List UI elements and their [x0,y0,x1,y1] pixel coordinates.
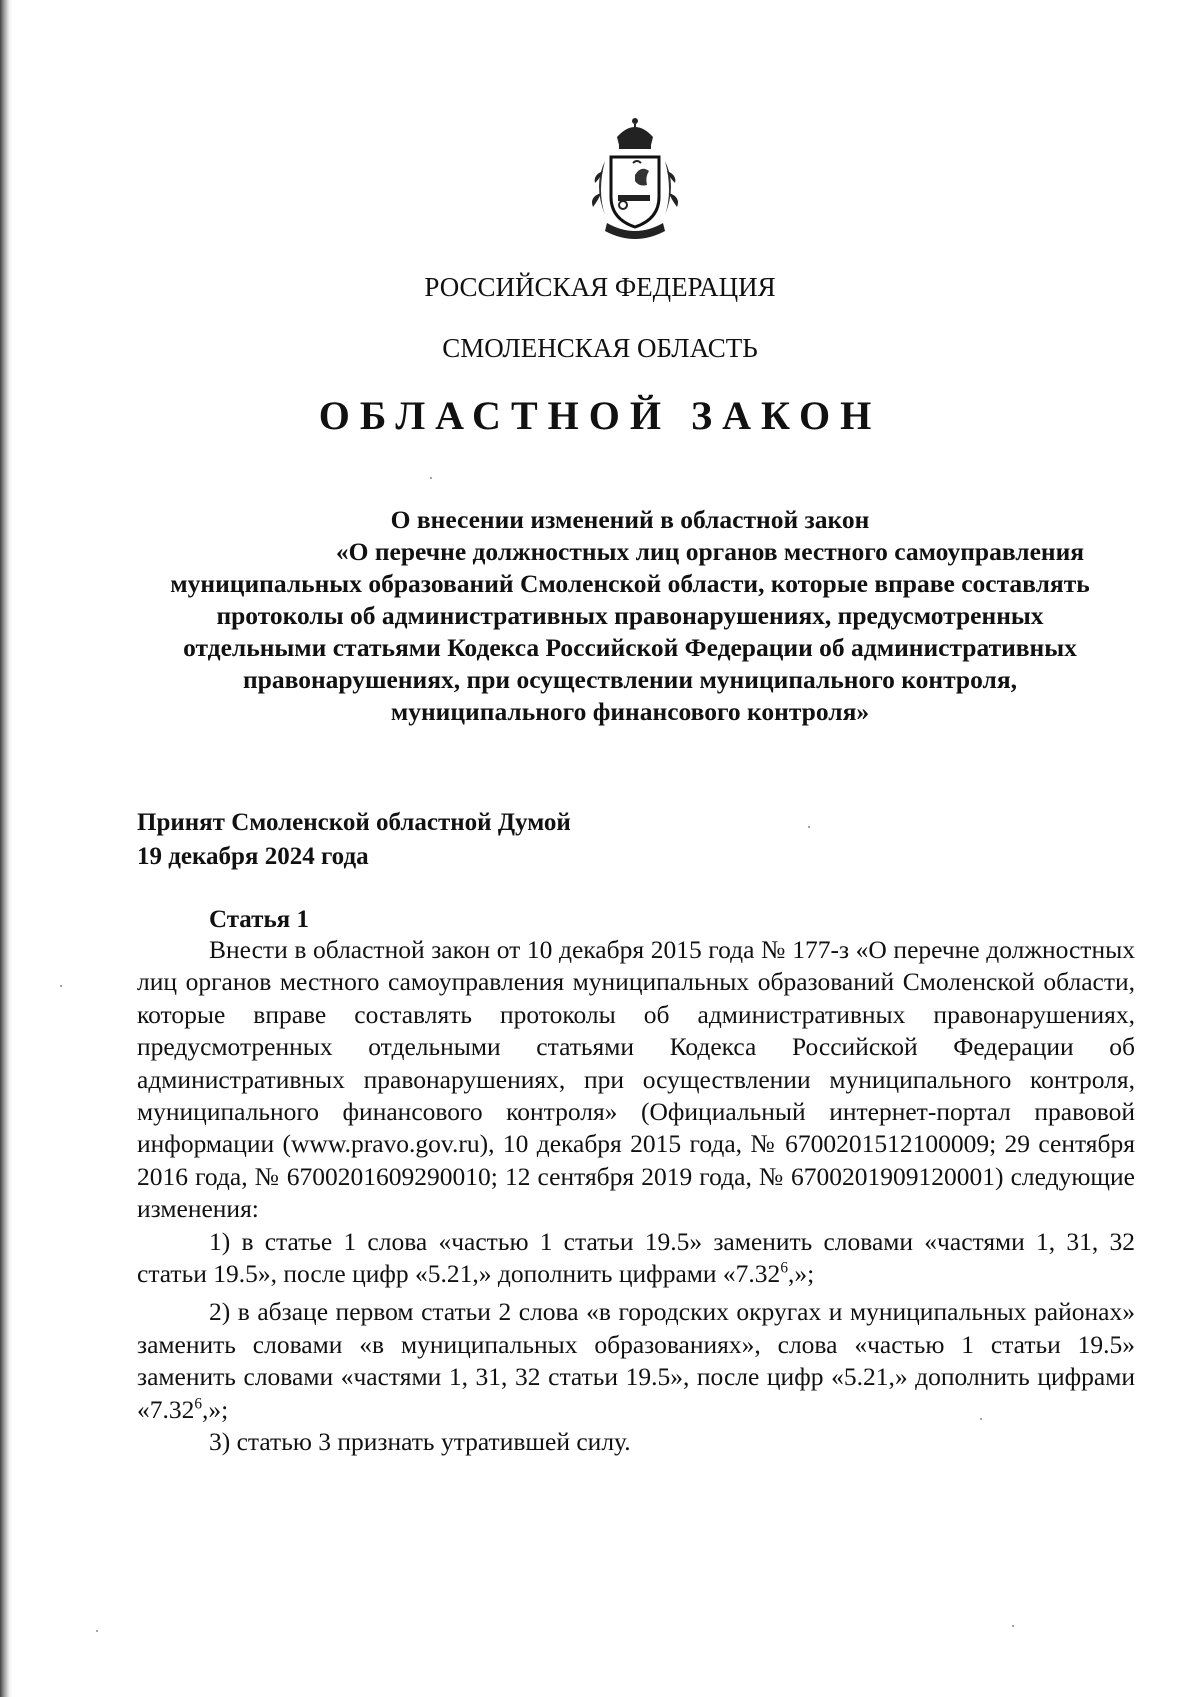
item-2-text: 2) в абзаце первом статьи 2 слова «в городских округах и муниципальных районах» заменить словами «в муниципальных образованиях», слова «частью 1 статьи 19.5» заменить словами «частями 1, 31, 32 статьи 19.5», после цифр «5.21,» дополнить цифрами «7.32 [137,1297,1135,1424]
scan-speck [980,1418,982,1420]
smolensk-coat-of-arms-icon [575,115,695,250]
item-2-tail: ,»; [202,1394,229,1424]
scan-edge-shadow [0,0,12,1697]
article-1-intro: Внести в областной закон от 10 декабря 2015 года № 177-з «О перечне должностных лиц органов местного самоуправления муниципальных образований Смоленской области, которые вправе составлять протоколы об административных правонарушениях, предусмотренных отдельными статьями Кодекса Российской Федерации об административных правонарушениях, при осуществлении муниципального контроля, муниципального финансового контроля» (Официальный интернет-портал правовой информации (www.pravo.gov.ru), 10 декабря 2015 года, № 6700201512100009; 29 сентября 2016 года, № 6700201609290010; 12 сентября 2019 года, № 6700201909120001) следующие изменения: [137,935,1135,1224]
scan-speck [96,1630,98,1632]
subject-line: правонарушениях, при осуществлении муниципального контроля, [242,665,1018,694]
scan-speck [808,826,810,828]
subject-line: муниципального финансового контроля» [390,697,870,726]
subject-line: протоколы об административных правонарушениях, предусмотренных [216,601,1044,630]
item-1-text: 1) в статье 1 слова «частью 1 статьи 19.5» заменить словами «частями 1, 31, 32 статьи 19.5», после цифр «5.21,» дополнить цифрами «7.32 [137,1226,1135,1289]
superscript: 6 [780,1259,788,1277]
scan-speck [430,477,432,479]
scan-speck [60,985,62,987]
country-heading: РОССИЙСКАЯ ФЕДЕРАЦИЯ [424,272,776,302]
region-heading: СМОЛЕНСКАЯ ОБЛАСТЬ [442,333,758,363]
subject-line: муниципальных образований Смоленской области, которые вправе составлять [170,569,1090,598]
subject-line: О внесении изменений в областной закон [390,505,870,534]
item-1-tail: ,»; [787,1259,815,1289]
adoption-date: 19 декабря 2024 года [137,843,369,870]
adopted-by: Принят Смоленской областной Думой [137,809,571,836]
article-1-body [137,934,1135,1459]
subject-line: отдельными статьями Кодекса Российской Федерации об административных [183,633,1077,662]
superscript: 6 [194,1395,203,1413]
article-1-item-3: 3) статью 3 признать утратившей силу. [209,1427,631,1457]
document-type-title: ОБЛАСТНОЙ ЗАКОН [318,393,882,438]
subject-line: «О перечне должностных лиц органов местного самоуправления [335,537,1085,566]
article-1-item-1 [137,1226,1135,1291]
law-subject-title [130,504,1130,728]
adoption-info [137,806,571,874]
article-1-heading: Статья 1 [209,906,309,933]
scan-speck [1012,1625,1014,1627]
article-1-item-2 [137,1296,1135,1426]
